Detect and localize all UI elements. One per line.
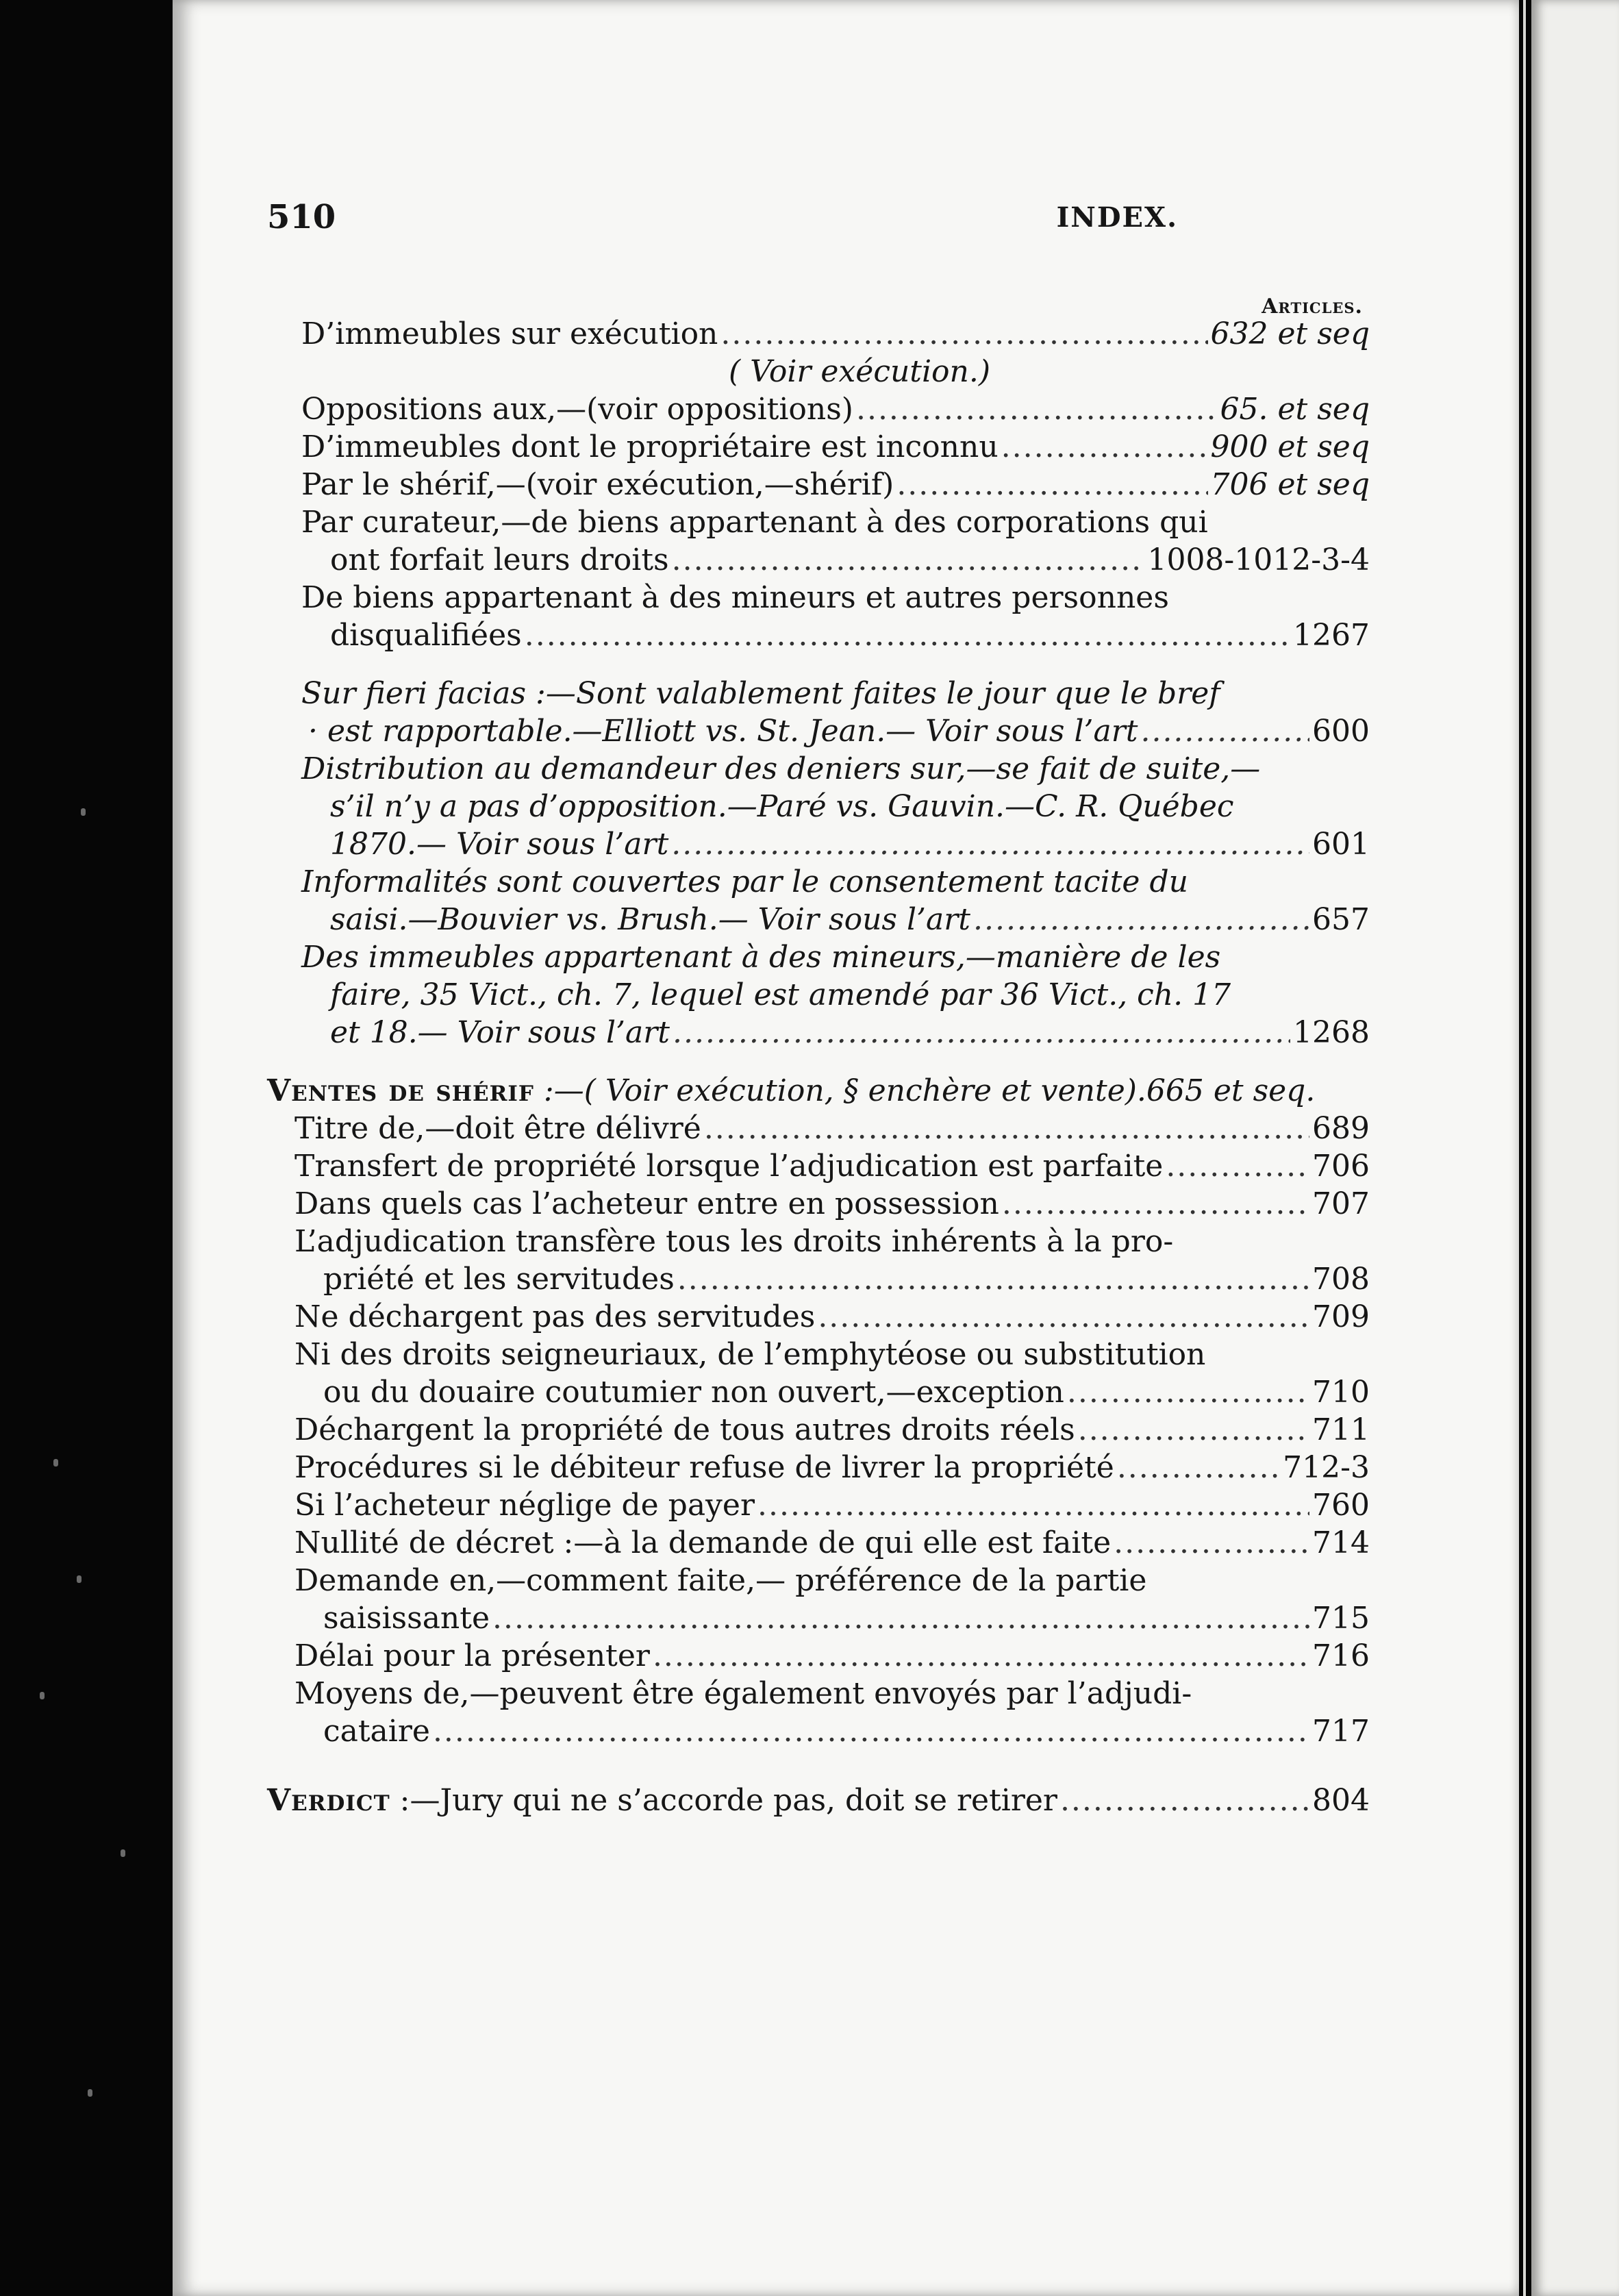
- entry-reference: 706 et seq: [1210, 467, 1370, 502]
- adjacent-page-edge: [1519, 0, 1619, 2296]
- index-line: [267, 1411, 1370, 1449]
- running-head: INDEX.: [1056, 201, 1178, 234]
- entry-text: cataire: [323, 1714, 430, 1749]
- entry-text: et 18.— Voir sous l’art: [330, 1015, 670, 1050]
- index-line: [267, 428, 1370, 466]
- entry-reference: 804: [1312, 1783, 1370, 1818]
- entry-text: Transfert de propriété lorsque l’adjudication est parfaite: [294, 1149, 1164, 1184]
- index-line: [267, 1260, 1370, 1298]
- entry-reference: 707: [1312, 1186, 1370, 1221]
- entry-text: :—Jury qui ne s’accorde pas, doit se retirer: [390, 1783, 1057, 1818]
- entry-reference: 1268: [1293, 1015, 1370, 1050]
- entry-text: D’immeubles dont le propriétaire est inconnu: [301, 429, 999, 464]
- index-line: [267, 750, 1370, 788]
- index-line: [267, 1712, 1370, 1750]
- dot-leader: [704, 1110, 1309, 1147]
- entry-text: saisi.—Bouvier vs. Brush.— Voir sous l’art: [330, 902, 970, 937]
- index-line: [267, 901, 1370, 938]
- entry-reference: 600: [1312, 714, 1370, 749]
- dot-leader: [1114, 1524, 1309, 1562]
- dot-leader: [525, 616, 1290, 654]
- entry-text: ont forfait leurs droits: [330, 542, 669, 577]
- entry-text: De biens appartenant à des mineurs et autres personnes: [301, 580, 1169, 615]
- entry-text: D’immeubles sur exécution: [301, 316, 718, 351]
- index-line: [267, 1675, 1370, 1712]
- spacer: [267, 1051, 1370, 1072]
- index-line: [267, 1110, 1370, 1147]
- index-line: [267, 1336, 1370, 1373]
- entry-text: faire, 35 Vict., ch. 7, lequel est amendé par 36 Vict., ch. 17: [330, 977, 1231, 1012]
- dot-leader: [672, 541, 1145, 579]
- dot-leader: [896, 466, 1207, 503]
- dot-leader: [720, 315, 1207, 353]
- entry-reference: 709: [1312, 1299, 1370, 1334]
- entry-reference: 1008-1012-3-4: [1147, 542, 1370, 577]
- entry-text: Par curateur,—de biens appartenant à des corporations qui: [301, 505, 1208, 540]
- entry-reference: 632 et seq: [1210, 316, 1370, 351]
- dot-leader: [671, 825, 1309, 863]
- dot-leader: [1166, 1147, 1309, 1185]
- page-gutter-rule: [1523, 0, 1526, 2296]
- index-line: [267, 616, 1370, 654]
- entry-reference: 710: [1312, 1375, 1370, 1410]
- entry-text: :—( Voir exécution, § enchère et vente).665 et seq.: [534, 1073, 1316, 1108]
- entry-reference: 65. et seq: [1220, 392, 1370, 427]
- entry-reference: 708: [1312, 1262, 1370, 1297]
- dot-leader: [1140, 712, 1309, 750]
- dot-leader: [757, 1486, 1309, 1524]
- index-heading-line: [267, 1072, 1370, 1110]
- index-heading: Ventes de shérif: [267, 1073, 534, 1108]
- spacer: [267, 654, 1370, 675]
- entry-text: Distribution au demandeur des deniers sur,—se fait de suite,—: [301, 751, 1261, 786]
- index-heading-line: [267, 1782, 1370, 1819]
- entry-text: Délai pour la présenter: [294, 1638, 650, 1673]
- spine-specks: [0, 0, 173, 2296]
- dot-leader: [973, 901, 1309, 938]
- entry-text-group: [267, 1782, 1057, 1819]
- index-line: [267, 788, 1370, 825]
- dot-leader: [856, 390, 1218, 428]
- page-number: 510: [267, 198, 336, 236]
- index-line: [267, 1599, 1370, 1637]
- index-line: [267, 675, 1370, 712]
- index-line: [267, 1014, 1370, 1051]
- index-line: [267, 1524, 1370, 1562]
- entry-text: L’adjudication transfère tous les droits inhérents à la pro-: [294, 1224, 1174, 1259]
- index-line: [267, 1147, 1370, 1185]
- entry-text: Procédures si le débiteur refuse de livrer la propriété: [294, 1450, 1114, 1485]
- index-line: [267, 466, 1370, 503]
- index-line: [267, 1637, 1370, 1675]
- adjacent-page-sliver: [1531, 0, 1619, 2296]
- entry-text: Sur fieri facias :—Sont valablement faites le jour que le bref: [301, 676, 1220, 711]
- dot-leader: [677, 1260, 1309, 1298]
- index-line: [267, 863, 1370, 901]
- entry-text: · est rapportable.—Elliott vs. St. Jean.— Voir sous l’art: [308, 714, 1138, 749]
- entry-reference: 711: [1312, 1412, 1370, 1447]
- dot-leader: [653, 1637, 1309, 1675]
- entry-text: Titre de,—doit être délivré: [294, 1111, 701, 1146]
- entry-reference: 716: [1312, 1638, 1370, 1673]
- index-line: [267, 579, 1370, 616]
- index-line: [267, 390, 1370, 428]
- index-line: [267, 353, 1370, 390]
- index-line: [267, 1373, 1370, 1411]
- entry-reference: 712-3: [1283, 1450, 1370, 1485]
- dot-leader: [1060, 1782, 1309, 1819]
- entry-text: ou du douaire coutumier non ouvert,—exception: [323, 1375, 1064, 1410]
- index-line: [267, 503, 1370, 541]
- dot-leader: [1067, 1373, 1309, 1411]
- entry-text: 1870.— Voir sous l’art: [330, 827, 669, 862]
- index-line: [267, 825, 1370, 863]
- index-line: [267, 315, 1370, 353]
- dot-leader: [673, 1014, 1290, 1051]
- entry-reference: 714: [1312, 1525, 1370, 1560]
- entry-text: Si l’acheteur néglige de payer: [294, 1488, 755, 1523]
- dot-leader: [1117, 1449, 1280, 1486]
- index-line: [267, 1298, 1370, 1336]
- entry-text: ( Voir exécution.): [728, 354, 991, 389]
- index-entries: [267, 315, 1370, 1819]
- index-line: [267, 976, 1370, 1014]
- column-head: Articles.: [1262, 295, 1363, 319]
- entry-text: Informalités sont couvertes par le consentement tacite du: [301, 864, 1188, 899]
- entry-text: saisissante: [323, 1601, 490, 1636]
- entry-reference: 760: [1312, 1488, 1370, 1523]
- index-line: [267, 1562, 1370, 1599]
- entry-text: Moyens de,—peuvent être également envoyés par l’adjudi-: [294, 1676, 1192, 1711]
- dot-leader: [492, 1599, 1309, 1637]
- entry-reference: 601: [1312, 827, 1370, 862]
- index-line: [267, 1486, 1370, 1524]
- entry-reference: 717: [1312, 1714, 1370, 1749]
- entry-text: Par le shérif,—(voir exécution,—shérif): [301, 467, 894, 502]
- entry-text: Ne déchargent pas des servitudes: [294, 1299, 816, 1334]
- dot-leader: [1002, 1185, 1309, 1223]
- index-line: [267, 712, 1370, 750]
- entry-text: s’il n’y a pas d’opposition.—Paré vs. Gauvin.—C. R. Québec: [330, 789, 1234, 824]
- entry-reference: 689: [1312, 1111, 1370, 1146]
- entry-text: Demande en,—comment faite,— préférence de la partie: [294, 1563, 1147, 1598]
- entry-text: priété et les servitudes: [323, 1262, 675, 1297]
- entry-reference: 715: [1312, 1601, 1370, 1636]
- entry-text: Ni des droits seigneuriaux, de l’emphytéose ou substitution: [294, 1337, 1206, 1372]
- entry-text: Oppositions aux,—(voir oppositions): [301, 392, 853, 427]
- entry-reference: 900 et seq: [1210, 429, 1370, 464]
- entry-text: Des immeubles appartenant à des mineurs,—manière de les: [301, 940, 1221, 975]
- index-line: [267, 1185, 1370, 1223]
- entry-reference: 706: [1312, 1149, 1370, 1184]
- spacer: [267, 1750, 1370, 1782]
- entry-text: Nullité de décret :—à la demande de qui elle est faite: [294, 1525, 1112, 1560]
- index-line: [267, 938, 1370, 976]
- entry-reference: 1267: [1293, 618, 1370, 653]
- index-line: [267, 541, 1370, 579]
- dot-leader: [1001, 428, 1208, 466]
- index-line: [267, 1223, 1370, 1260]
- entry-text: disqualifiées: [330, 618, 522, 653]
- index-line: [267, 1449, 1370, 1486]
- dot-leader: [818, 1298, 1309, 1336]
- entry-text: Déchargent la propriété de tous autres droits réels: [294, 1412, 1075, 1447]
- dot-leader: [1078, 1411, 1309, 1449]
- entry-text: Dans quels cas l’acheteur entre en possession: [294, 1186, 999, 1221]
- index-heading: Verdict: [267, 1783, 390, 1818]
- dot-leader: [433, 1712, 1309, 1750]
- entry-reference: 657: [1312, 902, 1370, 937]
